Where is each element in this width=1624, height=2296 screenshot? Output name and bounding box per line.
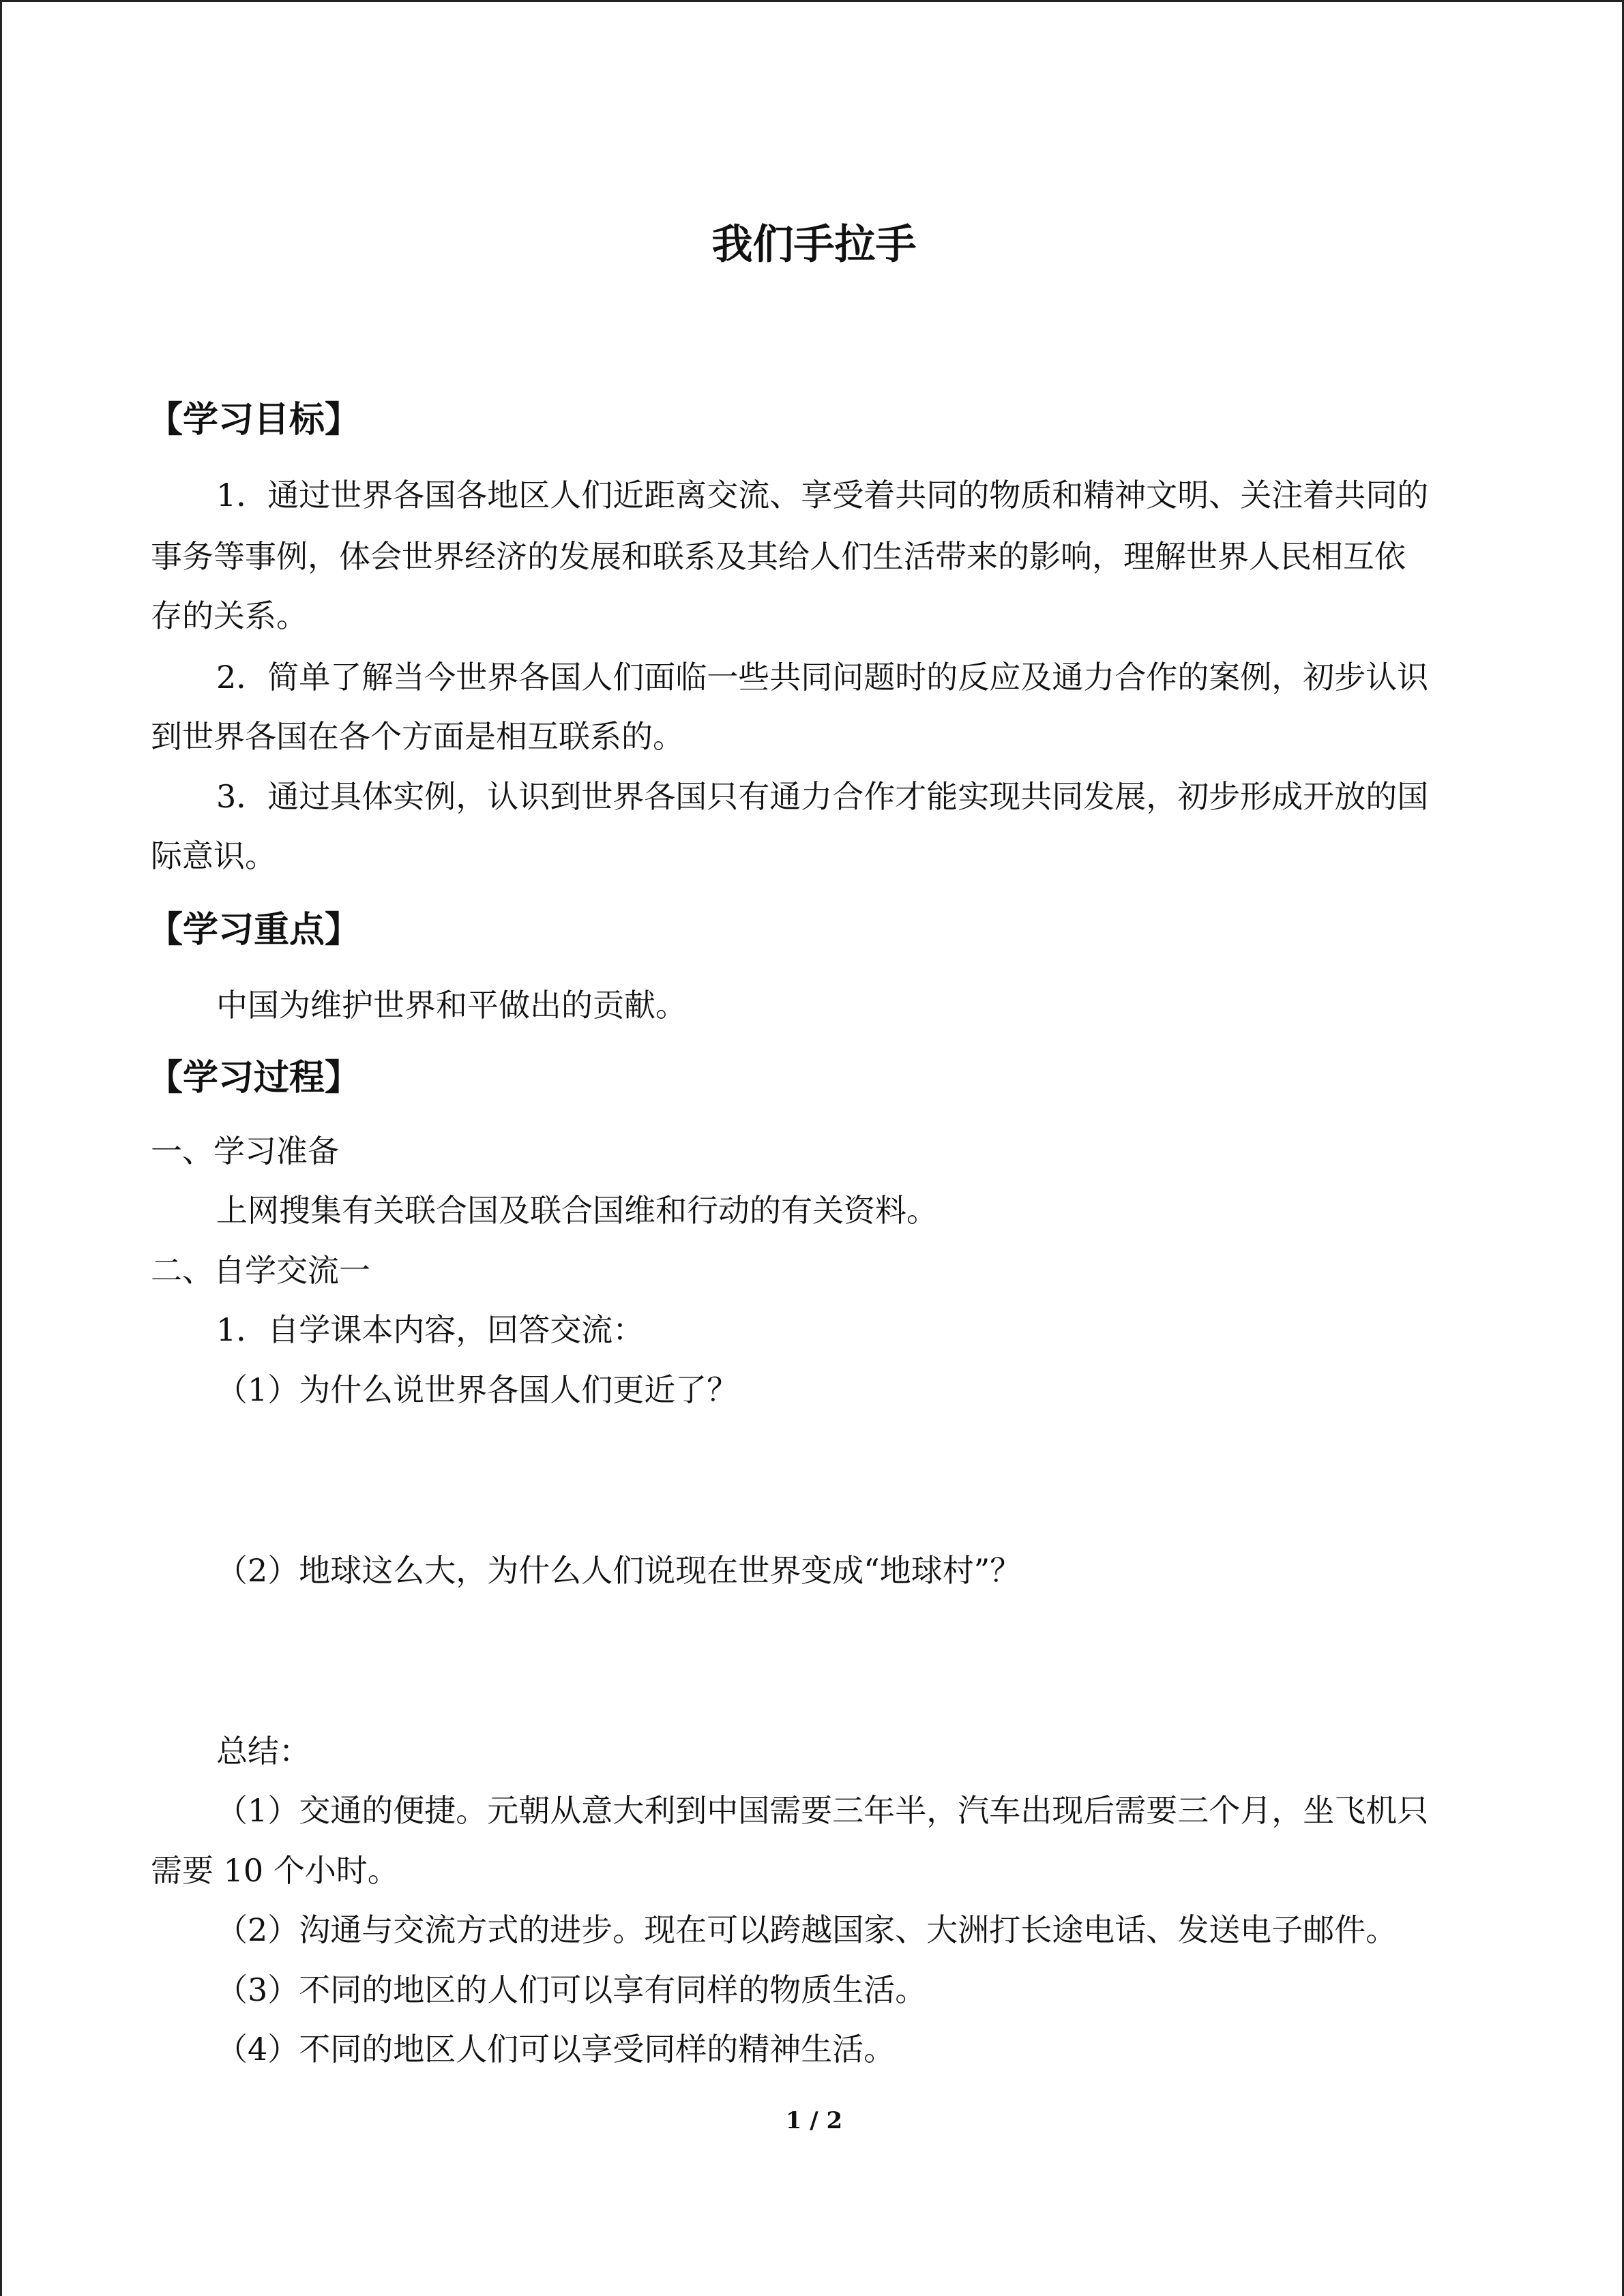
goal-3-line-1: 3．通过具体实例，认识到世界各国只有通力合作才能实现共同发展，初步形成开放的国 [216,778,1429,815]
page-title: 我们手拉手 [711,221,917,269]
section-heading-process: 【学习过程】 [147,1058,361,1099]
summary-4: （4）不同的地区人们可以享受同样的精神生活。 [216,2031,896,2068]
goal-3-line-2: 际意识。 [151,837,276,874]
summary-label: 总结： [216,1733,310,1770]
subsection-title-preparation: 一、学习准备 [151,1133,339,1169]
goal-1-line-2: 事务等事例，体会世界经济的发展和联系及其给人们生活带来的影响，理解世界人民相互依 [151,538,1406,575]
focus-text: 中国为维护世界和平做出的贡献。 [216,987,687,1024]
summary-1-line-1: （1）交通的便捷。元朝从意大利到中国需要三年半，汽车出现后需要三个月，坐飞机只 [216,1792,1429,1829]
section-heading-focus: 【学习重点】 [147,910,361,951]
subsection-title-self-study: 二、自学交流一 [151,1252,370,1289]
self-study-task: 1．自学课本内容，回答交流： [216,1311,645,1348]
goal-2-line-1: 2．简单了解当今世界各国人们面临一些共同问题时的反应及通力合作的案例，初步认识 [216,659,1429,696]
question-2: （2）地球这么大，为什么人们说现在世界变成“地球村”？ [216,1552,1022,1589]
goal-1-line-1: 1．通过世界各国各地区人们近距离交流、享受着共同的物质和精神文明、关注着共同的 [216,477,1429,513]
page-number: 1 / 2 [785,2107,843,2134]
summary-1-line-2: 需要 10 个小时。 [151,1852,399,1889]
question-1: （1）为什么说世界各国人们更近了？ [216,1371,739,1408]
goal-1-line-3: 存的关系。 [151,597,308,634]
section-heading-goals: 【学习目标】 [147,400,361,441]
summary-2: （2）沟通与交流方式的进步。现在可以跨越国家、大洲打长途电话、发送电子邮件。 [216,1911,1398,1948]
preparation-text: 上网搜集有关联合国及联合国维和行动的有关资料。 [216,1192,938,1229]
goal-2-line-2: 到世界各国在各个方面是相互联系的。 [151,718,684,755]
summary-3: （3）不同的地区的人们可以享有同样的物质生活。 [216,1971,927,2008]
